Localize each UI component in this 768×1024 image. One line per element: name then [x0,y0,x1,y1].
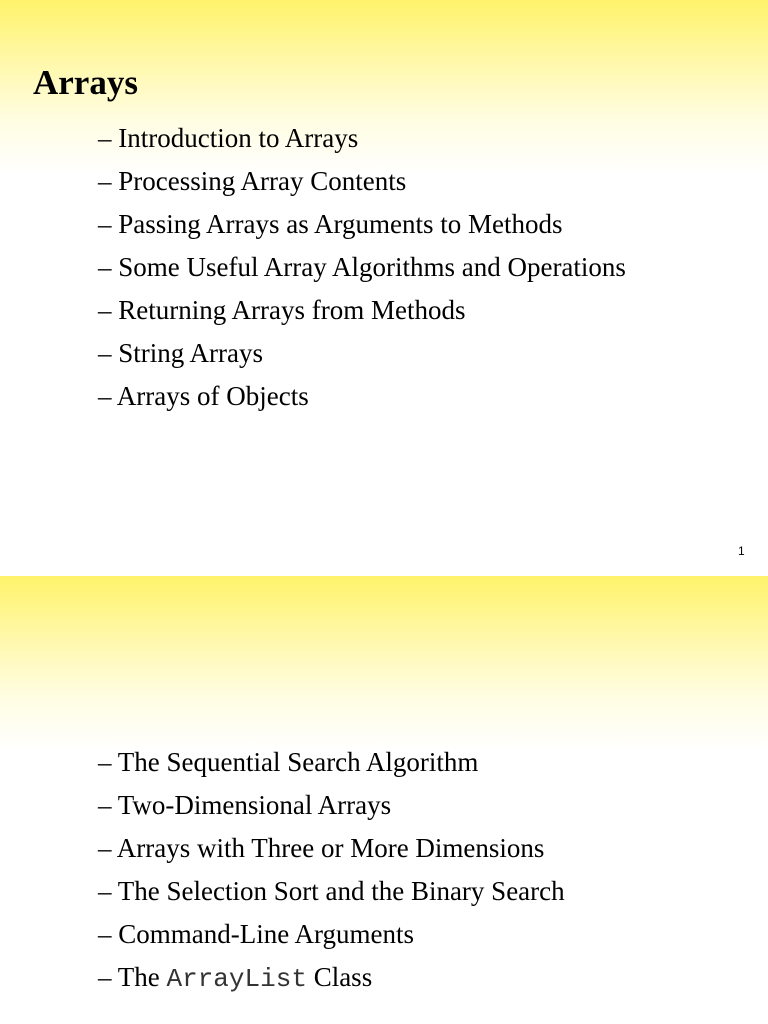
code-class-name: ArrayList [166,964,307,994]
list-item: – Some Useful Array Algorithms and Operations [98,252,626,282]
list-item: – Passing Arrays as Arguments to Methods [98,209,563,239]
list-item: – Command-Line Arguments [98,919,414,949]
list-item: – The Selection Sort and the Binary Search [98,876,565,906]
list-item: – Processing Array Contents [98,166,407,196]
list-item: – String Arrays [98,338,263,368]
list-item: – The Sequential Search Algorithm [98,747,479,777]
list-item: – Arrays with Three or More Dimensions [98,833,545,863]
bullet-prefix: – The [98,962,167,992]
bullet-suffix: Class [306,962,373,992]
list-item: – Returning Arrays from Methods [98,295,466,325]
list-item: – Two-Dimensional Arrays [98,790,392,820]
slide-2 [0,576,768,1024]
list-item: – Introduction to Arrays [98,123,359,153]
page-number: 1 [738,544,745,558]
topic-list-continued [98,741,565,999]
list-item: – Arrays of Objects [98,381,309,411]
list-item-arraylist [98,956,565,999]
slide-title: Arrays [33,63,138,102]
topic-list [98,117,626,418]
